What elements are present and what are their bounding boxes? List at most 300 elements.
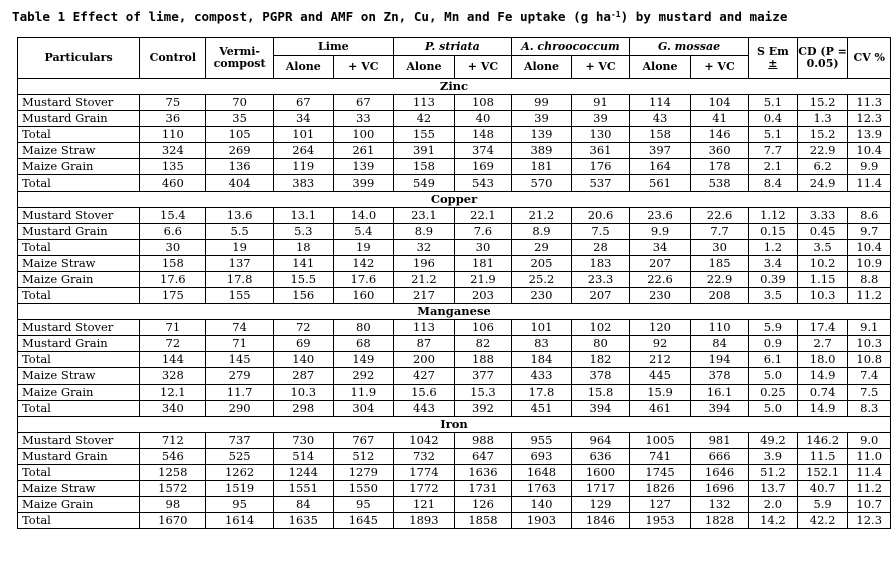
table-cell: 0.4 [749,111,798,127]
table-cell: 22.9 [797,143,848,159]
table-cell: 30 [140,239,206,255]
table-cell: 15.4 [140,207,206,223]
table-cell: 0.74 [797,384,848,400]
section-title: Iron [18,416,891,432]
table-row [18,400,891,416]
table-cell: 23.6 [629,207,690,223]
table-cell: 230 [629,288,690,304]
table-cell: 1.12 [749,207,798,223]
table-cell: 1745 [629,464,690,480]
table-row [18,384,891,400]
table-cell: 287 [273,368,333,384]
row-label: Maize Straw [18,480,140,496]
table-cell: 40 [454,111,511,127]
table-cell: 49.2 [749,432,798,448]
table-cell: 51.2 [749,464,798,480]
table-cell: 3.9 [749,448,798,464]
table-cell: 10.7 [848,497,891,513]
header-cv: CV % [848,38,891,79]
row-label: Total [18,464,140,480]
table-cell: 160 [333,288,393,304]
table-cell: 92 [629,336,690,352]
table-cell: 95 [206,497,273,513]
table-cell: 11.0 [848,448,891,464]
table-cell: 98 [140,497,206,513]
table-body [18,79,891,529]
table-cell: 158 [140,255,206,271]
table-cell: 16.1 [691,384,749,400]
table-cell: 17.4 [797,320,848,336]
table-cell: 10.3 [848,336,891,352]
table-cell: 140 [273,352,333,368]
table-cell: 43 [629,111,690,127]
table-cell: 1551 [273,480,333,496]
table-cell: 7.6 [454,223,511,239]
table-cell: 1645 [333,513,393,529]
table-cell: 71 [140,320,206,336]
table-cell: 32 [393,239,454,255]
table-cell: 1572 [140,480,206,496]
row-label: Mustard Grain [18,111,140,127]
table-cell: 67 [273,95,333,111]
table-cell: 549 [393,175,454,191]
table-cell: 148 [454,127,511,143]
row-label: Maize Straw [18,143,140,159]
table-cell: 1042 [393,432,454,448]
header-cd: CD (P = 0.05) [797,38,848,79]
table-row [18,480,891,496]
table-cell: 5.0 [749,400,798,416]
row-label: Total [18,400,140,416]
table-cell: 5.1 [749,127,798,143]
table-cell: 461 [629,400,690,416]
row-label: Maize Grain [18,159,140,175]
table-cell: 1828 [691,513,749,529]
table-cell: 11.9 [333,384,393,400]
table-cell: 292 [333,368,393,384]
table-cell: 87 [393,336,454,352]
table-cell: 13.9 [848,127,891,143]
table-cell: 183 [572,255,630,271]
table-row [18,448,891,464]
table-cell: 39 [572,111,630,127]
table-cell: 7.7 [749,143,798,159]
table-cell: 0.39 [749,271,798,287]
table-cell: 108 [454,95,511,111]
table-cell: 28 [572,239,630,255]
table-cell: 158 [629,127,690,143]
table-cell: 3.4 [749,255,798,271]
table-cell: 22.6 [691,207,749,223]
table-cell: 666 [691,448,749,464]
table-caption [12,4,892,30]
table-cell: 12.1 [140,384,206,400]
table-cell: 340 [140,400,206,416]
table-cell: 1279 [333,464,393,480]
table-cell: 5.9 [749,320,798,336]
table-cell: 80 [572,336,630,352]
header-sem [749,38,798,79]
table-cell: 140 [511,497,571,513]
table-cell: 155 [206,288,273,304]
table-cell: 9.9 [848,159,891,175]
table-cell: 1648 [511,464,571,480]
table-cell: 10.9 [848,255,891,271]
table-cell: 145 [206,352,273,368]
table-cell: 22.9 [691,271,749,287]
table-cell: 29 [511,239,571,255]
table-cell: 1244 [273,464,333,480]
table-cell: 212 [629,352,690,368]
table-cell: 14.9 [797,400,848,416]
table-cell: 10.3 [797,288,848,304]
table-cell: 139 [511,127,571,143]
table-cell: 7.5 [572,223,630,239]
table-cell: 443 [393,400,454,416]
header-ps-alone: Alone [393,56,454,79]
table-cell: 391 [393,143,454,159]
table-cell: 1858 [454,513,511,529]
section-title: Manganese [18,304,891,320]
table-cell: 981 [691,432,749,448]
table-cell: 988 [454,432,511,448]
table-cell: 113 [393,320,454,336]
table-cell: 119 [273,159,333,175]
table-cell: 120 [629,320,690,336]
table-row [18,271,891,287]
table-cell: 324 [140,143,206,159]
table-cell: 35 [206,111,273,127]
table-cell: 433 [511,368,571,384]
table-cell: 68 [333,336,393,352]
table-cell: 146 [691,127,749,143]
table-row [18,239,891,255]
table-cell: 512 [333,448,393,464]
header-row-1 [18,38,891,56]
table-cell: 264 [273,143,333,159]
table-cell: 537 [572,175,630,191]
table-cell: 137 [206,255,273,271]
table-cell: 205 [511,255,571,271]
table-cell: 21.9 [454,271,511,287]
table-cell: 328 [140,368,206,384]
header-g-mossae: G. mossae [629,38,748,56]
table-cell: 21.2 [511,207,571,223]
table-cell: 361 [572,143,630,159]
table-cell: 1774 [393,464,454,480]
table-cell: 230 [511,288,571,304]
table-cell: 1550 [333,480,393,496]
table-cell: 1614 [206,513,273,529]
table-cell: 964 [572,432,630,448]
section-row [18,416,891,432]
table-cell: 1731 [454,480,511,496]
table-cell: 129 [572,497,630,513]
table-cell: 546 [140,448,206,464]
row-label: Total [18,127,140,143]
table-cell: 91 [572,95,630,111]
table-row [18,336,891,352]
table-cell: 42.2 [797,513,848,529]
table-cell: 17.6 [333,271,393,287]
table-cell: 169 [454,159,511,175]
table-cell: 1.3 [797,111,848,127]
table-cell: 8.9 [393,223,454,239]
table-cell: 8.6 [848,207,891,223]
caption-superscript: -1 [610,10,621,19]
table-cell: 110 [691,320,749,336]
table-cell: 181 [511,159,571,175]
table-row [18,207,891,223]
table-row [18,95,891,111]
table-cell: 2.0 [749,497,798,513]
table-cell: 23.3 [572,271,630,287]
row-label: Mustard Stover [18,320,140,336]
caption-main: Table 1 Effect of lime, compost, PGPR and AMF on Zn, Cu, Mn and Fe uptake (g ha [12,9,611,24]
row-label: Mustard Stover [18,95,140,111]
section-row [18,79,891,95]
table-cell: 378 [572,368,630,384]
table-cell: 164 [629,159,690,175]
table-cell: 84 [691,336,749,352]
table-cell: 40.7 [797,480,848,496]
table-cell: 200 [393,352,454,368]
table-cell: 14.2 [749,513,798,529]
table-cell: 10.2 [797,255,848,271]
table-cell: 1635 [273,513,333,529]
header-vermicompost: Vermi-compost [206,38,273,79]
table-cell: 1.15 [797,271,848,287]
table-cell: 8.3 [848,400,891,416]
table-cell: 181 [454,255,511,271]
table-cell: 14.0 [333,207,393,223]
table-cell: 17.8 [511,384,571,400]
table-cell: 693 [511,448,571,464]
table-cell: 182 [572,352,630,368]
row-label: Mustard Grain [18,336,140,352]
table-cell: 42 [393,111,454,127]
table-cell: 1262 [206,464,273,480]
table-cell: 5.3 [273,223,333,239]
table-cell: 261 [333,143,393,159]
table-cell: 203 [454,288,511,304]
row-label: Mustard Grain [18,223,140,239]
table-cell: 5.1 [749,95,798,111]
table-cell: 11.3 [848,95,891,111]
header-ps-vc: + VC [454,56,511,79]
section-row [18,191,891,207]
table-cell: 360 [691,143,749,159]
table-cell: 95 [333,497,393,513]
header-ac-alone: Alone [511,56,571,79]
table-cell: 34 [273,111,333,127]
table-cell: 374 [454,143,511,159]
table-cell: 543 [454,175,511,191]
header-lime-alone: Alone [273,56,333,79]
table-cell: 156 [273,288,333,304]
table-cell: 19 [206,239,273,255]
table-row [18,159,891,175]
table-cell: 8.9 [511,223,571,239]
table-cell: 378 [691,368,749,384]
table-cell: 11.7 [206,384,273,400]
table-cell: 1646 [691,464,749,480]
table-cell: 15.6 [393,384,454,400]
table-cell: 1826 [629,480,690,496]
section-row [18,304,891,320]
table-cell: 11.2 [848,480,891,496]
row-label: Maize Grain [18,497,140,513]
table-cell: 12.3 [848,513,891,529]
table-cell: 176 [572,159,630,175]
table-cell: 394 [572,400,630,416]
table-cell: 83 [511,336,571,352]
table-cell: 445 [629,368,690,384]
table-cell: 25.2 [511,271,571,287]
table-cell: 1636 [454,464,511,480]
table-cell: 207 [629,255,690,271]
table-row [18,223,891,239]
section-title: Zinc [18,79,891,95]
table-cell: 427 [393,368,454,384]
row-label: Mustard Grain [18,448,140,464]
table-cell: 101 [273,127,333,143]
table-cell: 74 [206,320,273,336]
table-cell: 10.4 [848,239,891,255]
table-cell: 514 [273,448,333,464]
table-cell: 6.2 [797,159,848,175]
table-row [18,255,891,271]
table-cell: 105 [206,127,273,143]
table-cell: 15.2 [797,127,848,143]
table-cell: 647 [454,448,511,464]
table-cell: 570 [511,175,571,191]
table-cell: 383 [273,175,333,191]
table-cell: 5.5 [206,223,273,239]
table-cell: 13.6 [206,207,273,223]
table-cell: 955 [511,432,571,448]
table-cell: 208 [691,288,749,304]
row-label: Total [18,288,140,304]
table-cell: 5.0 [749,368,798,384]
table-cell: 12.3 [848,111,891,127]
row-label: Maize Straw [18,255,140,271]
table-cell: 451 [511,400,571,416]
table-cell: 11.2 [848,288,891,304]
table-cell: 72 [273,320,333,336]
table-cell: 70 [206,95,273,111]
table-cell: 99 [511,95,571,111]
table-cell: 144 [140,352,206,368]
table-cell: 132 [691,497,749,513]
table-cell: 3.33 [797,207,848,223]
table-cell: 102 [572,320,630,336]
table-cell: 139 [333,159,393,175]
table-cell: 1670 [140,513,206,529]
table-cell: 196 [393,255,454,271]
row-label: Maize Grain [18,384,140,400]
table-cell: 1600 [572,464,630,480]
table-cell: 71 [206,336,273,352]
table-cell: 149 [333,352,393,368]
table-cell: 1846 [572,513,630,529]
header-sem-label: S Em [756,45,789,58]
table-row [18,368,891,384]
table-cell: 712 [140,432,206,448]
table-cell: 1893 [393,513,454,529]
row-label: Mustard Stover [18,207,140,223]
table-cell: 10.3 [273,384,333,400]
table-cell: 9.7 [848,223,891,239]
table-cell: 75 [140,95,206,111]
table-cell: 389 [511,143,571,159]
table-cell: 13.7 [749,480,798,496]
table-cell: 104 [691,95,749,111]
table-cell: 0.15 [749,223,798,239]
table-cell: 290 [206,400,273,416]
header-ac-vc: + VC [572,56,630,79]
table-cell: 22.6 [629,271,690,287]
table-cell: 15.9 [629,384,690,400]
row-label: Mustard Stover [18,432,140,448]
caption-tail: ) by mustard and maize [620,9,788,24]
table-cell: 741 [629,448,690,464]
table-cell: 404 [206,175,273,191]
table-cell: 34 [629,239,690,255]
table-cell: 397 [629,143,690,159]
header-a-chroococcum: A. chroococcum [511,38,629,56]
row-label: Total [18,239,140,255]
table-cell: 110 [140,127,206,143]
table-cell: 72 [140,336,206,352]
table-row [18,127,891,143]
table-cell: 17.8 [206,271,273,287]
table-cell: 106 [454,320,511,336]
table-cell: 69 [273,336,333,352]
header-gm-alone: Alone [629,56,690,79]
table-cell: 67 [333,95,393,111]
table-cell: 15.5 [273,271,333,287]
table-cell: 2.1 [749,159,798,175]
table-cell: 394 [691,400,749,416]
table-cell: 152.1 [797,464,848,480]
table-cell: 23.1 [393,207,454,223]
header-p-striata: P. striata [393,38,511,56]
header-control: Control [140,38,206,79]
table-cell: 279 [206,368,273,384]
table-cell: 8.4 [749,175,798,191]
table-row [18,497,891,513]
table-cell: 737 [206,432,273,448]
table-cell: 18.0 [797,352,848,368]
row-label: Maize Straw [18,368,140,384]
table-cell: 6.6 [140,223,206,239]
table-cell: 9.0 [848,432,891,448]
table-cell: 2.7 [797,336,848,352]
table-row [18,143,891,159]
table-cell: 10.4 [848,143,891,159]
table-row [18,513,891,529]
table-cell: 0.25 [749,384,798,400]
table-cell: 5.4 [333,223,393,239]
table-cell: 194 [691,352,749,368]
table-cell: 113 [393,95,454,111]
table-cell: 158 [393,159,454,175]
table-cell: 636 [572,448,630,464]
table-cell: 36 [140,111,206,127]
table-cell: 11.5 [797,448,848,464]
table-cell: 127 [629,497,690,513]
